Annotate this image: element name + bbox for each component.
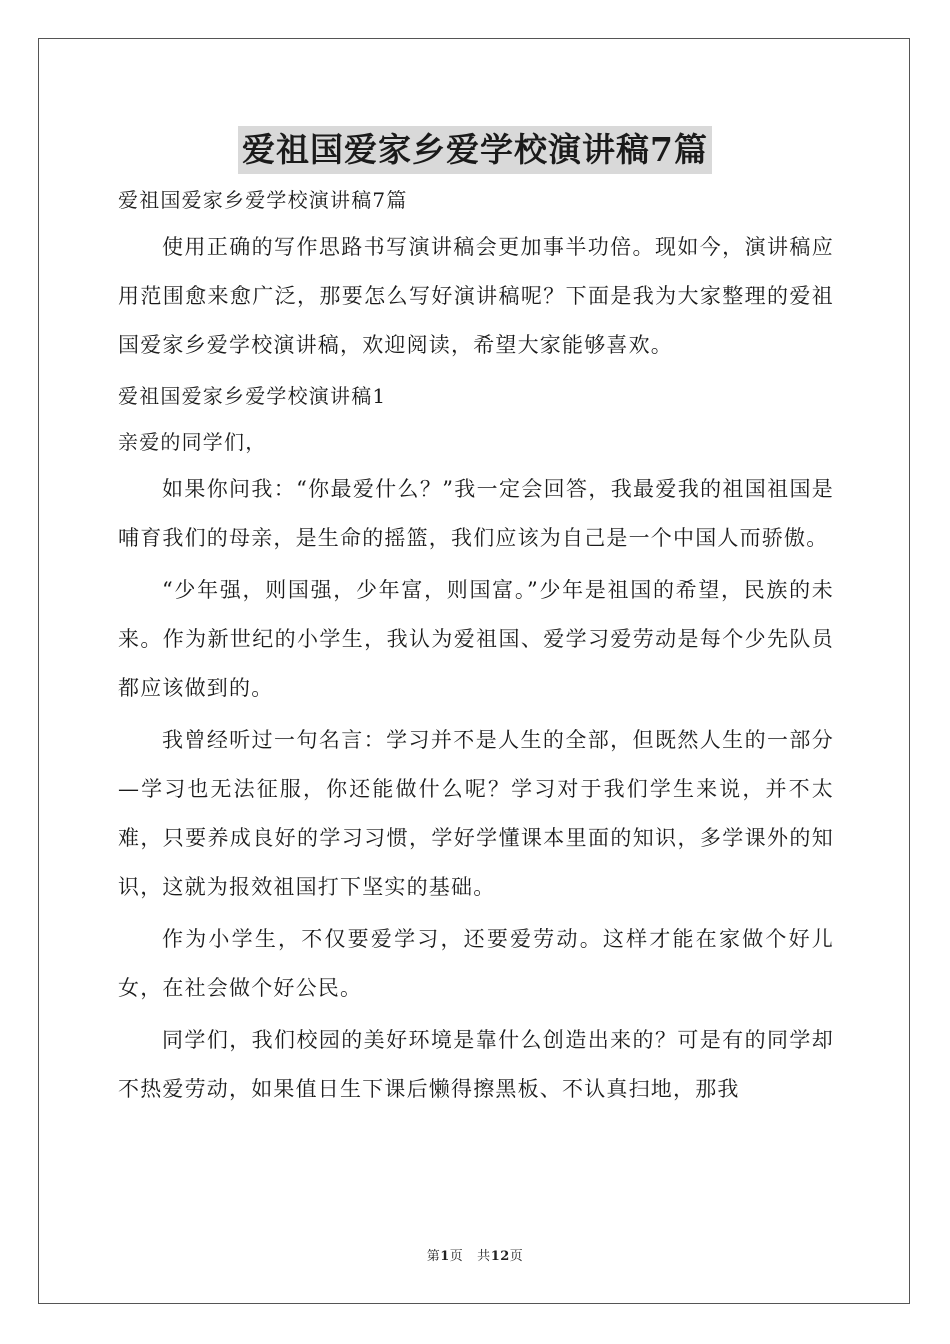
body-paragraph: 作为小学生，不仅要爱学习，还要爱劳动。这样才能在家做个好儿女，在社会做个好公民。 xyxy=(118,927,834,1000)
salutation: 亲爱的同学们， xyxy=(118,430,267,454)
body-paragraph: “少年强，则国强，少年富，则国富。”少年是祖国的希望，民族的未来。作为新世纪的小学生，我认为爱祖国、爱学习爱劳动是每个少先队员都应该做到的。 xyxy=(118,578,834,700)
total-suffix: 页 xyxy=(509,1249,524,1264)
body-paragraph: 我曾经听过一句名言：学习并不是人生的全部，但既然人生的一部分—学习也无法征服，你还能做什么呢？学习对于我们学生来说，并不太难，只要养成良好的学习习惯，学好学懂课本里面的知识，多学课外的知识，这就为报效祖国打下坚实的基础。 xyxy=(118,728,834,899)
total-prefix: 共 xyxy=(477,1249,491,1264)
page-footer xyxy=(0,1245,950,1264)
subtitle-line: 爱祖国爱家乡爱学校演讲稿7篇 xyxy=(118,188,408,212)
page-total: 12 xyxy=(490,1249,510,1264)
section-heading: 爱祖国爱家乡爱学校演讲稿1 xyxy=(118,384,387,408)
document-body xyxy=(118,177,834,1117)
page-suffix: 页 xyxy=(449,1249,464,1264)
intro-paragraph: 使用正确的写作思路书写演讲稿会更加事半功倍。现如今，演讲稿应用范围愈来愈广泛，那要怎么写好演讲稿呢？下面是我为大家整理的爱祖国爱家乡爱学校演讲稿，欢迎阅读，希望大家能够喜欢。 xyxy=(118,235,834,357)
body-paragraph: 如果你问我：“你最爱什么？”我一定会回答，我最爱我的祖国祖国是哺育我们的母亲，是生命的摇篮，我们应该为自己是一个中国人而骄傲。 xyxy=(118,477,834,550)
page-current: 1 xyxy=(440,1249,450,1264)
body-paragraph: 同学们，我们校园的美好环境是靠什么创造出来的？可是有的同学却不热爱劳动，如果值日生下课后懒得擦黑板、不认真扫地，那我 xyxy=(118,1028,834,1101)
title-container xyxy=(0,126,950,174)
page-prefix: 第 xyxy=(426,1249,441,1264)
document-title: 爱祖国爱家乡爱学校演讲稿7篇 xyxy=(238,126,712,174)
